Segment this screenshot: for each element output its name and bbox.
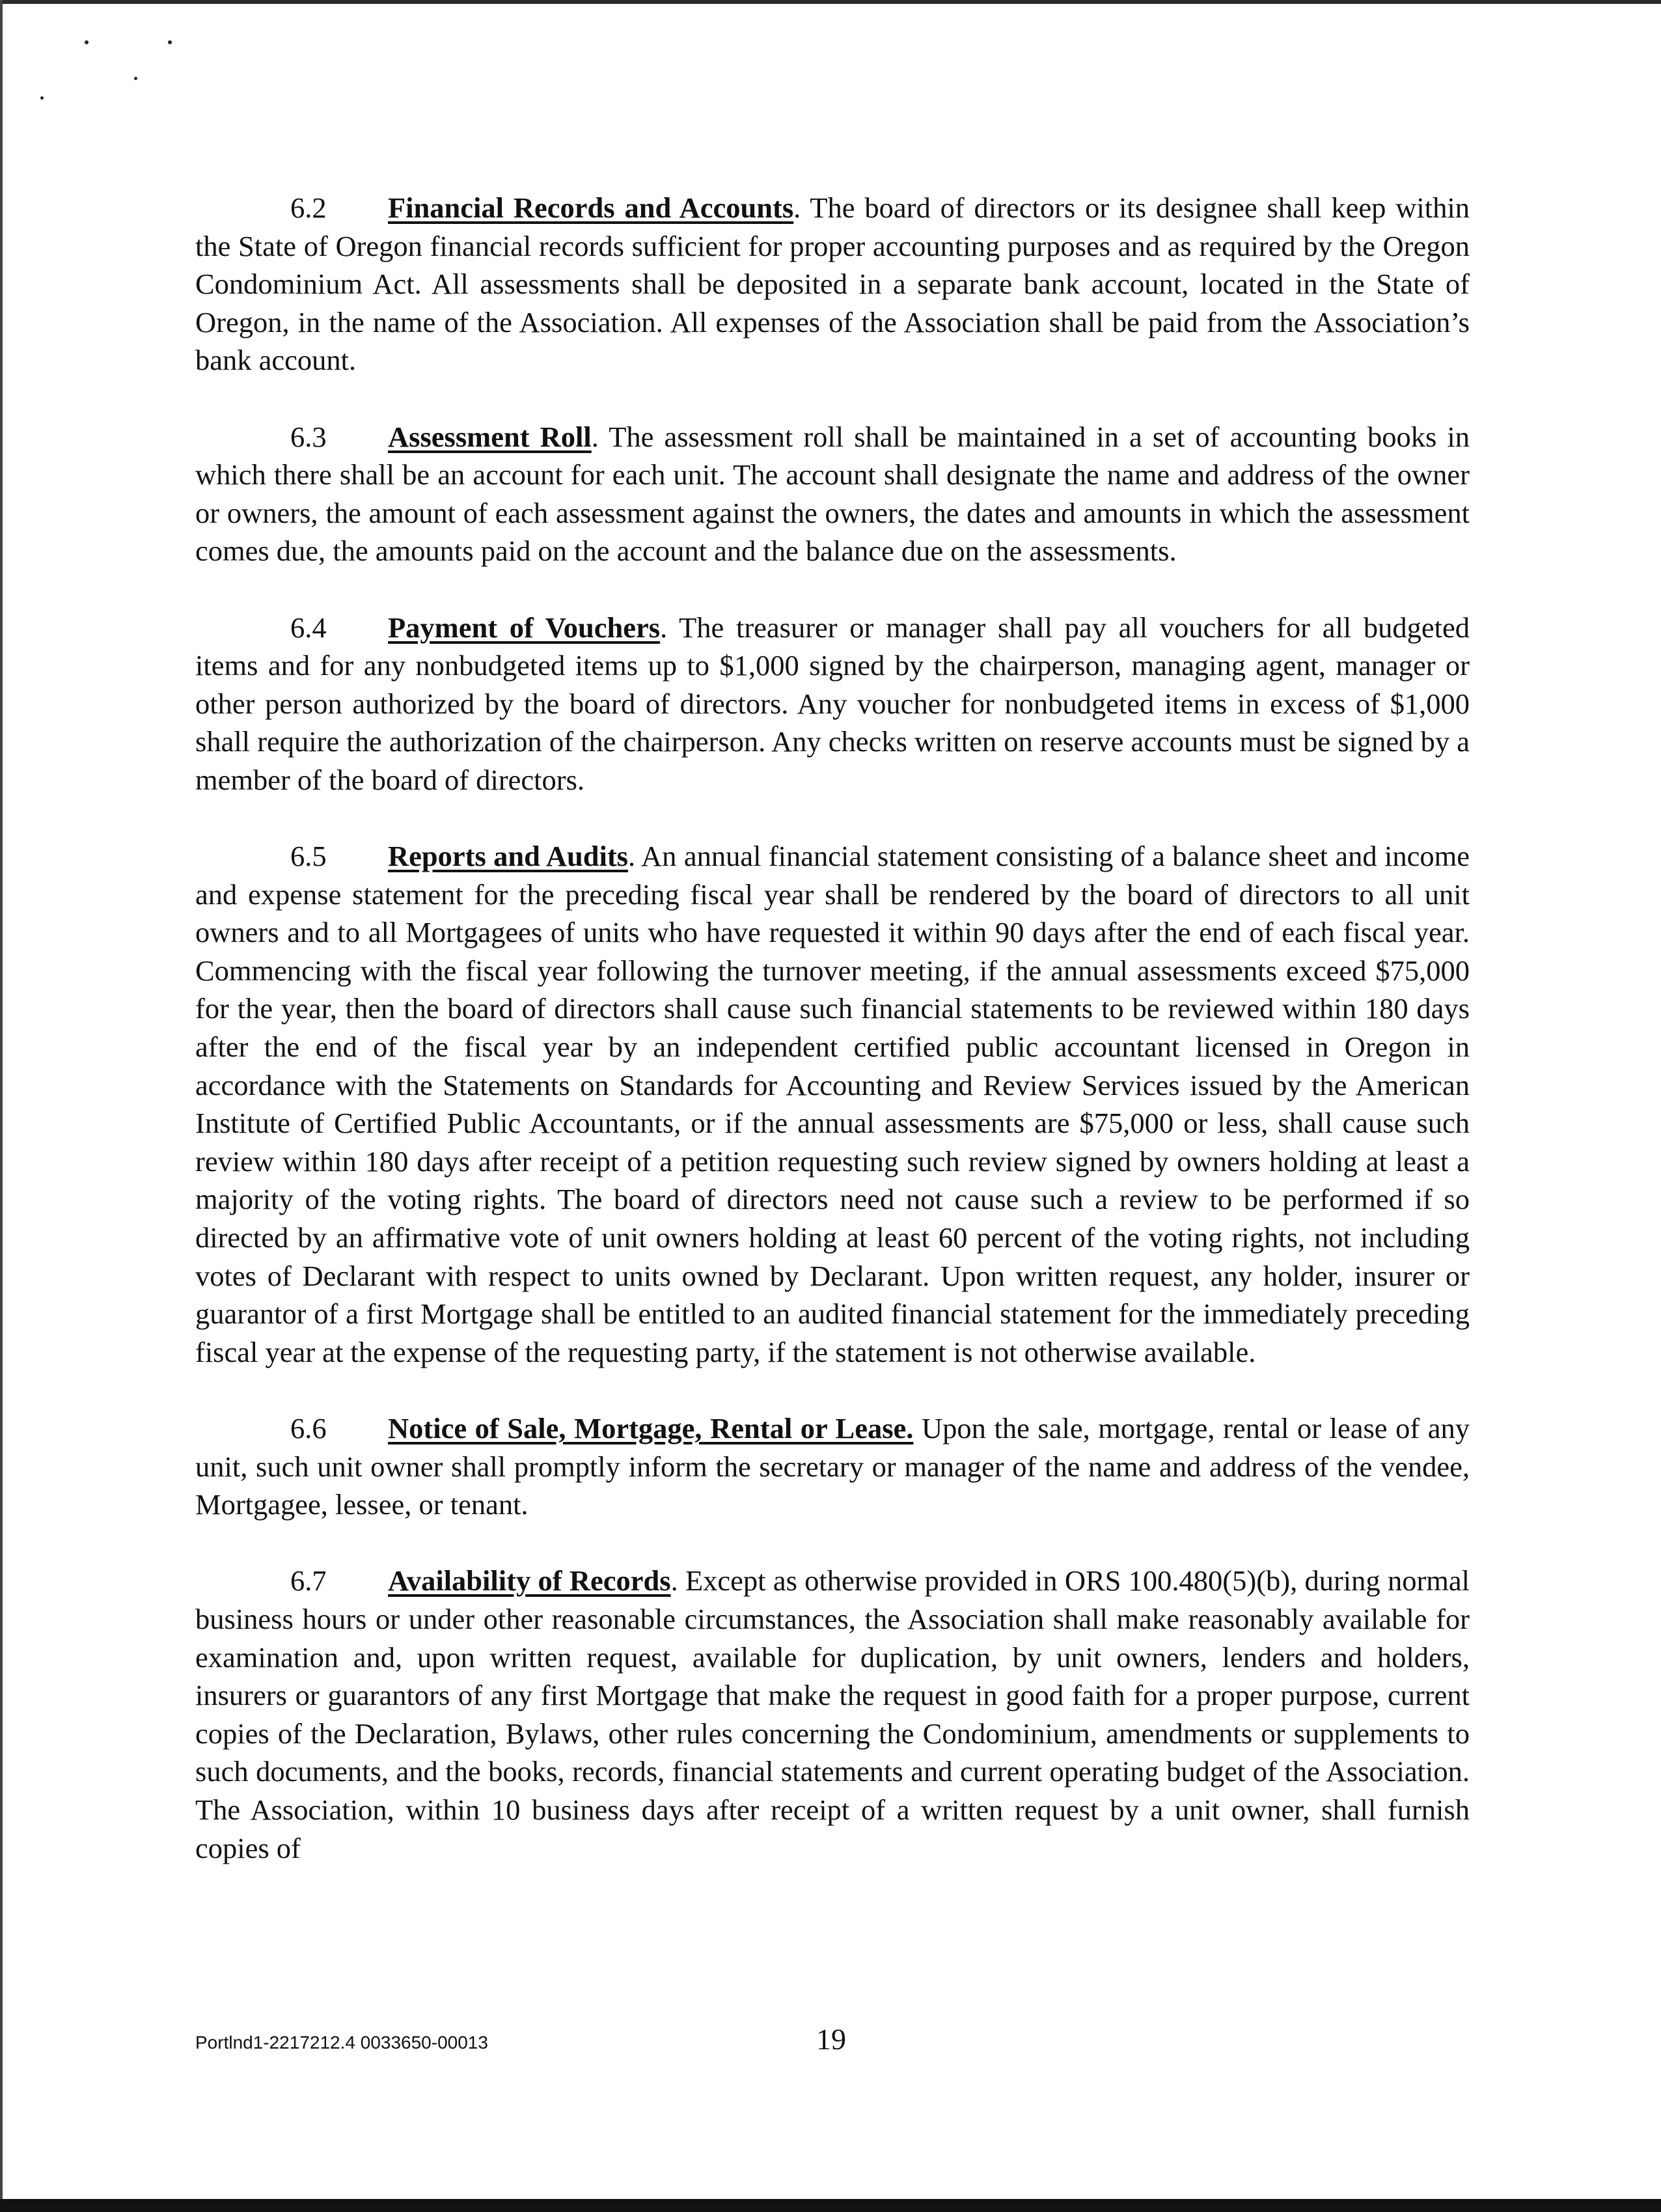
section-heading-end: .: [660, 611, 668, 644]
section-6-7: [195, 1562, 1470, 1867]
section-body: Except as otherwise provided in ORS 100.480(5)(b), during normal business hours or under other reasonable circumstances, the Association shall make reasonably available for examination and, upon written request, available for duplication, by unit owners, lenders and holders, insurers or guarantors of any first Mortgage that make the request in good faith for a proper purpose, current copies of the Declaration, Bylaws, other rules concerning the Condominium, amendments or supplements to such documents, and the books, records, financial statements and current operating budget of the Association. The Association, within 10 business days after receipt of a written request by a unit owner, shall furnish copies of: [195, 1564, 1470, 1864]
section-heading: Assessment Roll: [388, 420, 592, 453]
section-6-3: [195, 418, 1470, 570]
section-body: Upon the sale, mortgage, rental or lease of any unit, such unit owner shall promptly inform the secretary or manager of the name and address of the vendee, Mortgagee, lessee, or tenant.: [195, 1412, 1470, 1521]
section-body: An annual financial statement consisting of a balance sheet and income and expense statement for the preceding fiscal year shall be rendered by the board of directors to all unit owners and to all Mortgagees of units who have requested it within 90 days after the end of each fiscal year. Commencing with the fiscal year following the turnover meeting, if the annual assessments exceed $75,000 for the year, then the board of directors shall cause such financial statements to be reviewed within 180 days after the end of the fiscal year by an independent certified public accountant licensed in Oregon in accordance with the Statements on Standards for Accounting and Review Services issued by the American Institute of Certified Public Accountants, or if the annual assessments are $75,000 or less, shall cause such review within 180 days after receipt of a petition requesting such review signed by owners holding at least a majority of the voting rights. The board of directors need not cause such a review to be performed if so directed by an affirmative vote of unit owners holding at least 60 percent of the voting rights, not including votes of Declarant with respect to units owned by Declarant. Upon written request, any holder, insurer or guarantor of a first Mortgage shall be entitled to an audited financial statement for the immediately preceding fiscal year at the expense of the requesting party, if the statement is not otherwise available.: [195, 840, 1470, 1368]
section-6-4: [195, 609, 1470, 799]
section-6-5: [195, 837, 1470, 1371]
scan-speck: [85, 40, 89, 44]
section-6-2: [195, 189, 1470, 380]
section-heading-end: .: [627, 840, 636, 873]
section-number: 6.3: [290, 420, 327, 453]
section-number: 6.6: [290, 1412, 327, 1445]
section-heading-end: .: [591, 420, 599, 453]
section-heading: Financial Records and Accounts: [388, 191, 794, 224]
section-number: 6.2: [290, 191, 327, 224]
scan-speck: [168, 40, 172, 44]
scan-speck: [40, 96, 44, 100]
footer-page-number: 19: [816, 2023, 846, 2056]
scan-border-bottom: [0, 2199, 1661, 2212]
section-number: 6.5: [290, 840, 327, 873]
section-heading-end: .: [793, 191, 801, 224]
section-number: 6.4: [290, 611, 327, 644]
footer-document-id: Portlnd1-2217212.4 0033650-00013: [195, 2032, 488, 2053]
section-heading-end: .: [670, 1564, 678, 1597]
document-body: [195, 189, 1470, 1905]
section-number: 6.7: [290, 1564, 327, 1597]
scan-border-top: [0, 0, 1661, 4]
section-heading: Availability of Records: [388, 1564, 671, 1597]
section-heading: Payment of Vouchers: [388, 611, 661, 644]
section-heading: Notice of Sale, Mortgage, Rental or Lease.: [388, 1412, 914, 1445]
section-body: The treasurer or manager shall pay all vouchers for all budgeted items and for any nonbudgeted items up to $1,000 signed by the chairperson, managing agent, manager or other person authorized by the board of directors. Any voucher for nonbudgeted items in excess of $1,000 shall require the authorization of the chairperson. Any checks written on reserve accounts must be signed by a member of the board of directors.: [195, 611, 1470, 796]
section-6-6: [195, 1409, 1470, 1524]
scan-border-left: [0, 0, 3, 2212]
scan-speck: [134, 77, 137, 80]
section-body: The board of directors or its designee shall keep within the State of Oregon financial records sufficient for proper accounting purposes and as required by the Oregon Condominium Act. All assessments shall be deposited in a separate bank account, located in the State of Oregon, in the name of the Association. All expenses of the Association shall be paid from the Association’s bank account.: [195, 191, 1470, 377]
section-heading: Reports and Audits: [388, 840, 628, 873]
section-body: The assessment roll shall be maintained in a set of accounting books in which there shall be an account for each unit. The account shall designate the name and address of the owner or owners, the amount of each assessment against the owners, the dates and amounts in which the assessment comes due, the amounts paid on the account and the balance due on the assessments.: [195, 420, 1470, 568]
